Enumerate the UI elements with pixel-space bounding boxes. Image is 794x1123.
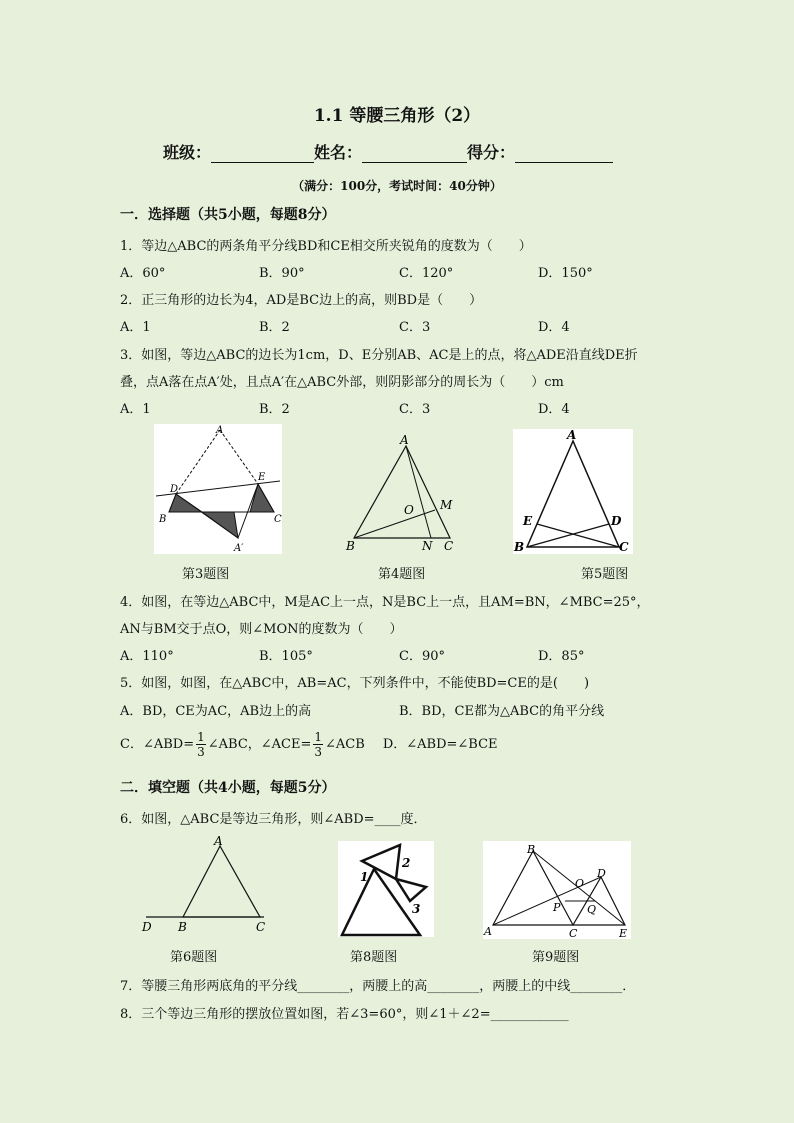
score-blank — [515, 144, 613, 163]
caption-fig-6: 第6题图 — [170, 950, 218, 965]
question-3-line-1: 3．如图，等边△ABC的边长为1cm，D、E分别AB、AC是上的点，将△ADE沿直线DE折 — [120, 348, 638, 363]
q1-option-d: D．150° — [538, 266, 593, 281]
f6-label-d: D — [142, 920, 152, 934]
f9-label-a: A — [484, 925, 492, 938]
f4-label-n: N — [422, 539, 433, 553]
question-2: 2．正三角形的边长为4，AD是BC边上的高，则BD是（ ） — [120, 293, 483, 308]
f5-label-b: B — [514, 540, 525, 554]
section-fill-heading: 二．填空题（共4小题，每题5分） — [120, 780, 336, 796]
question-4-line-1: 4．如图，在等边△ABC中，M是AC上一点，N是BC上一点，且AM=BN，∠MBC=25°， — [120, 595, 650, 610]
exam-subtitle: （满分：100分，考试时间：40分钟） — [292, 179, 502, 193]
figure-4 — [340, 432, 465, 557]
fraction-one-third: $\frac{1}{3}$ — [197, 730, 205, 759]
f9-label-o: O — [575, 877, 585, 890]
question-8: 8．三个等边三角形的摆放位置如图，若∠3=60°，则∠1＋∠2=____________ — [120, 1007, 569, 1022]
q2-option-c: C．3 — [399, 320, 431, 335]
class-label: 班级： — [163, 143, 212, 162]
f9-label-p: P — [553, 901, 561, 914]
f4-label-m: M — [440, 498, 453, 512]
figure-6 — [140, 832, 275, 937]
f9-label-q: Q — [587, 903, 597, 916]
q2-option-a: A．1 — [120, 320, 151, 335]
f3-label-d: D — [170, 484, 179, 495]
figure-8 — [338, 841, 434, 937]
q5-option-c-part2: ∠ABC，∠ACE= — [207, 737, 312, 752]
f9-label-e: E — [619, 927, 628, 939]
f8-label-3: 3 — [412, 902, 421, 916]
caption-fig-3: 第3题图 — [182, 567, 230, 582]
q4-option-a: A．110° — [120, 649, 174, 664]
figure-9 — [483, 841, 631, 939]
question-5-options-cd — [120, 727, 498, 763]
q3-option-b: B．2 — [259, 402, 290, 417]
caption-fig-5: 第5题图 — [581, 567, 629, 582]
f6-label-b: B — [178, 920, 187, 934]
caption-fig-4: 第4题图 — [378, 567, 426, 582]
question-7: 7．等腰三角形两底角的平分线________，两腰上的高________，两腰上的中线________． — [120, 979, 636, 994]
question-4-line-2: AN与BM交于点O，则∠MON的度数为（ ） — [120, 622, 403, 637]
page-title: 1.1 等腰三角形（2） — [313, 106, 481, 126]
score-label: 得分： — [467, 143, 516, 162]
figure-5 — [513, 429, 633, 554]
f5-label-d: D — [611, 514, 622, 528]
f3-label-c: C — [274, 514, 282, 525]
f5-label-e: E — [523, 514, 533, 528]
question-5: 5．如图，如图，在△ABC中，AB=AC，下列条件中，不能使BD=CE的是( ) — [120, 676, 590, 691]
f9-label-b: B — [527, 843, 536, 856]
q2-option-d: D．4 — [538, 320, 570, 335]
name-blank — [362, 144, 467, 163]
caption-fig-8: 第8题图 — [350, 950, 398, 965]
f4-label-a: A — [400, 433, 409, 447]
question-6: 6．如图，△ABC是等边三角形，则∠ABD=____度． — [120, 812, 427, 827]
q5-option-a: A．BD，CE为AC，AB边上的高 — [120, 704, 312, 719]
q3-option-a: A．1 — [120, 402, 151, 417]
q3-option-d: D．4 — [538, 402, 570, 417]
q2-option-b: B．2 — [259, 320, 290, 335]
q1-option-a: A．60° — [120, 266, 166, 281]
q5-option-c-part3: ∠ACB — [325, 737, 365, 752]
q1-option-b: B．90° — [259, 266, 305, 281]
f9-label-d: D — [597, 867, 606, 880]
f4-label-o: O — [404, 503, 414, 517]
f4-label-b: B — [346, 539, 355, 553]
student-info-line — [163, 140, 613, 163]
f3-label-e: E — [258, 472, 266, 483]
question-3-line-2: 叠，点A落在点A′处，且点A′在△ABC外部，则阴影部分的周长为（ ）cm — [120, 375, 564, 390]
f3-label-a: A — [216, 425, 224, 436]
f6-label-c: C — [256, 920, 266, 934]
q5-option-d: D．∠ABD=∠BCE — [382, 737, 498, 752]
f5-label-c: C — [619, 540, 629, 554]
fraction-one-third: $\frac{1}{3}$ — [314, 730, 323, 759]
q4-option-c: C．90° — [399, 649, 445, 664]
f3-label-a-prime: A′ — [234, 543, 244, 554]
section-choice-heading: 一．选择题（共5小题，每题8分） — [120, 207, 336, 223]
f3-label-b: B — [159, 514, 167, 525]
figure-3 — [154, 424, 282, 554]
q5-option-c-part1: C．∠ABD= — [120, 737, 195, 752]
q4-option-b: B．105° — [259, 649, 313, 664]
f5-label-a: A — [567, 429, 577, 442]
q1-option-c: C．120° — [399, 266, 454, 281]
f9-label-c: C — [569, 927, 578, 939]
name-label: 姓名： — [314, 143, 363, 162]
q3-option-c: C．3 — [399, 402, 431, 417]
caption-fig-9: 第9题图 — [532, 950, 580, 965]
f6-label-a: A — [214, 834, 223, 848]
class-blank — [211, 144, 314, 163]
f8-label-2: 2 — [402, 856, 411, 870]
question-1: 1．等边△ABC的两条角平分线BD和CE相交所夹锐角的度数为（ ） — [120, 239, 532, 254]
q5-option-b: B．BD，CE都为△ABC的角平分线 — [399, 704, 605, 719]
q4-option-d: D．85° — [538, 649, 585, 664]
f8-label-1: 1 — [360, 870, 369, 884]
f4-label-c: C — [444, 539, 454, 553]
